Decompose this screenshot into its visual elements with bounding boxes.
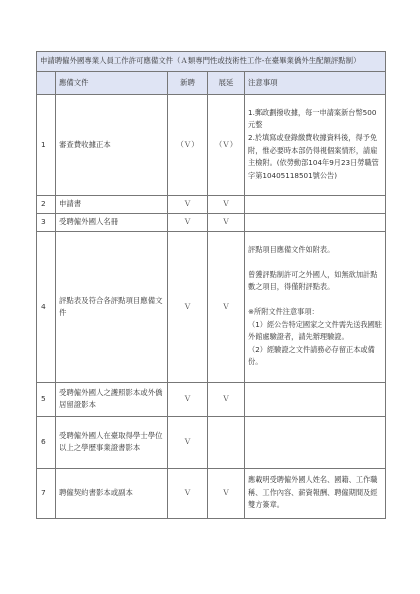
note-spacer	[248, 294, 382, 306]
table-caption: 申請聘僱外國專業人員工作許可應備文件（Ａ類專門性或技術性工作-在臺畢業僑外生配額評點制）	[37, 52, 386, 72]
note-spacer	[248, 257, 382, 269]
row-notes	[245, 195, 386, 213]
row-extension-mark: Ｖ	[208, 231, 245, 382]
row-notes	[245, 416, 386, 468]
table-header-row	[37, 71, 386, 94]
note-line: （1）經公告特定國家之文件需先送我國駐外館處驗證者，請先辦理驗證。	[248, 319, 382, 342]
row-number: 2	[37, 195, 56, 213]
header-document: 應備文件	[56, 71, 168, 94]
table-caption-row	[37, 52, 386, 72]
table-row	[37, 231, 386, 382]
row-document: 受聘僱外國人在臺取得學士學位以上之學歷事業證書影本	[56, 416, 168, 468]
row-document: 申請書	[56, 195, 168, 213]
header-extension: 展延	[208, 71, 245, 94]
table-row	[37, 382, 386, 416]
header-new-hire: 新聘	[168, 71, 208, 94]
table-row	[37, 468, 386, 518]
header-no	[37, 71, 56, 94]
table-row	[37, 94, 386, 195]
row-number: 1	[37, 94, 56, 195]
note-line: ※所附文件注意事項：	[248, 306, 319, 316]
row-notes	[245, 231, 386, 382]
row-document: 聘僱契約書影本或副本	[56, 468, 168, 518]
row-number: 3	[37, 213, 56, 231]
document-page	[36, 51, 385, 519]
header-notes: 注意事項	[245, 71, 386, 94]
note-line: 1.郵政劃撥收據，每一申請案新台幣500元整	[248, 107, 377, 130]
row-extension-mark: Ｖ	[208, 468, 245, 518]
row-document: 受聘僱外國人之護照影本或外僑居留證影本	[56, 382, 168, 416]
row-new-hire-mark: Ｖ	[168, 416, 208, 468]
row-extension-mark: Ｖ	[208, 195, 245, 213]
row-new-hire-mark: Ｖ	[168, 231, 208, 382]
row-new-hire-mark: Ｖ	[168, 468, 208, 518]
row-number: 7	[37, 468, 56, 518]
note-line: 應載明受聘僱外國人姓名、國籍、工作職稱、工作內容、薪資報酬、聘僱期間及經雙方簽章。	[248, 475, 378, 510]
row-number: 5	[37, 382, 56, 416]
row-notes	[245, 213, 386, 231]
note-line: 曾獲評點制許可之外國人，如無欲加計點數之項目，得僅附評點表。	[248, 269, 378, 292]
row-new-hire-mark: （Ｖ）	[168, 94, 208, 195]
row-document: 審查費收據正本	[56, 94, 168, 195]
row-extension-mark	[208, 416, 245, 468]
row-extension-mark: （Ｖ）	[208, 94, 245, 195]
table-row	[37, 416, 386, 468]
row-new-hire-mark: Ｖ	[168, 213, 208, 231]
row-notes	[245, 382, 386, 416]
row-number: 6	[37, 416, 56, 468]
row-number: 4	[37, 231, 56, 382]
row-notes	[245, 94, 386, 195]
row-document: 受聘僱外國人名冊	[56, 213, 168, 231]
row-new-hire-mark: Ｖ	[168, 195, 208, 213]
row-extension-mark: Ｖ	[208, 213, 245, 231]
note-line: 2.於填寫或登錄繳費收據資料後，得予免附，惟必要時本部仍得視個案情形，請雇主檢附。(依勞動部104年9月23日勞職管字第10405118501號公告)	[248, 132, 379, 180]
note-line: 評點項目應備文件如附表。	[248, 245, 335, 255]
note-line: （2）經驗證之文件請務必存留正本或備份。	[248, 344, 375, 367]
row-new-hire-mark: Ｖ	[168, 382, 208, 416]
table-row	[37, 195, 386, 213]
row-extension-mark: Ｖ	[208, 382, 245, 416]
requirements-table	[36, 51, 386, 519]
table-row	[37, 213, 386, 231]
row-notes	[245, 468, 386, 518]
row-document: 評點表及符合各評點項目應備文件	[56, 231, 168, 382]
